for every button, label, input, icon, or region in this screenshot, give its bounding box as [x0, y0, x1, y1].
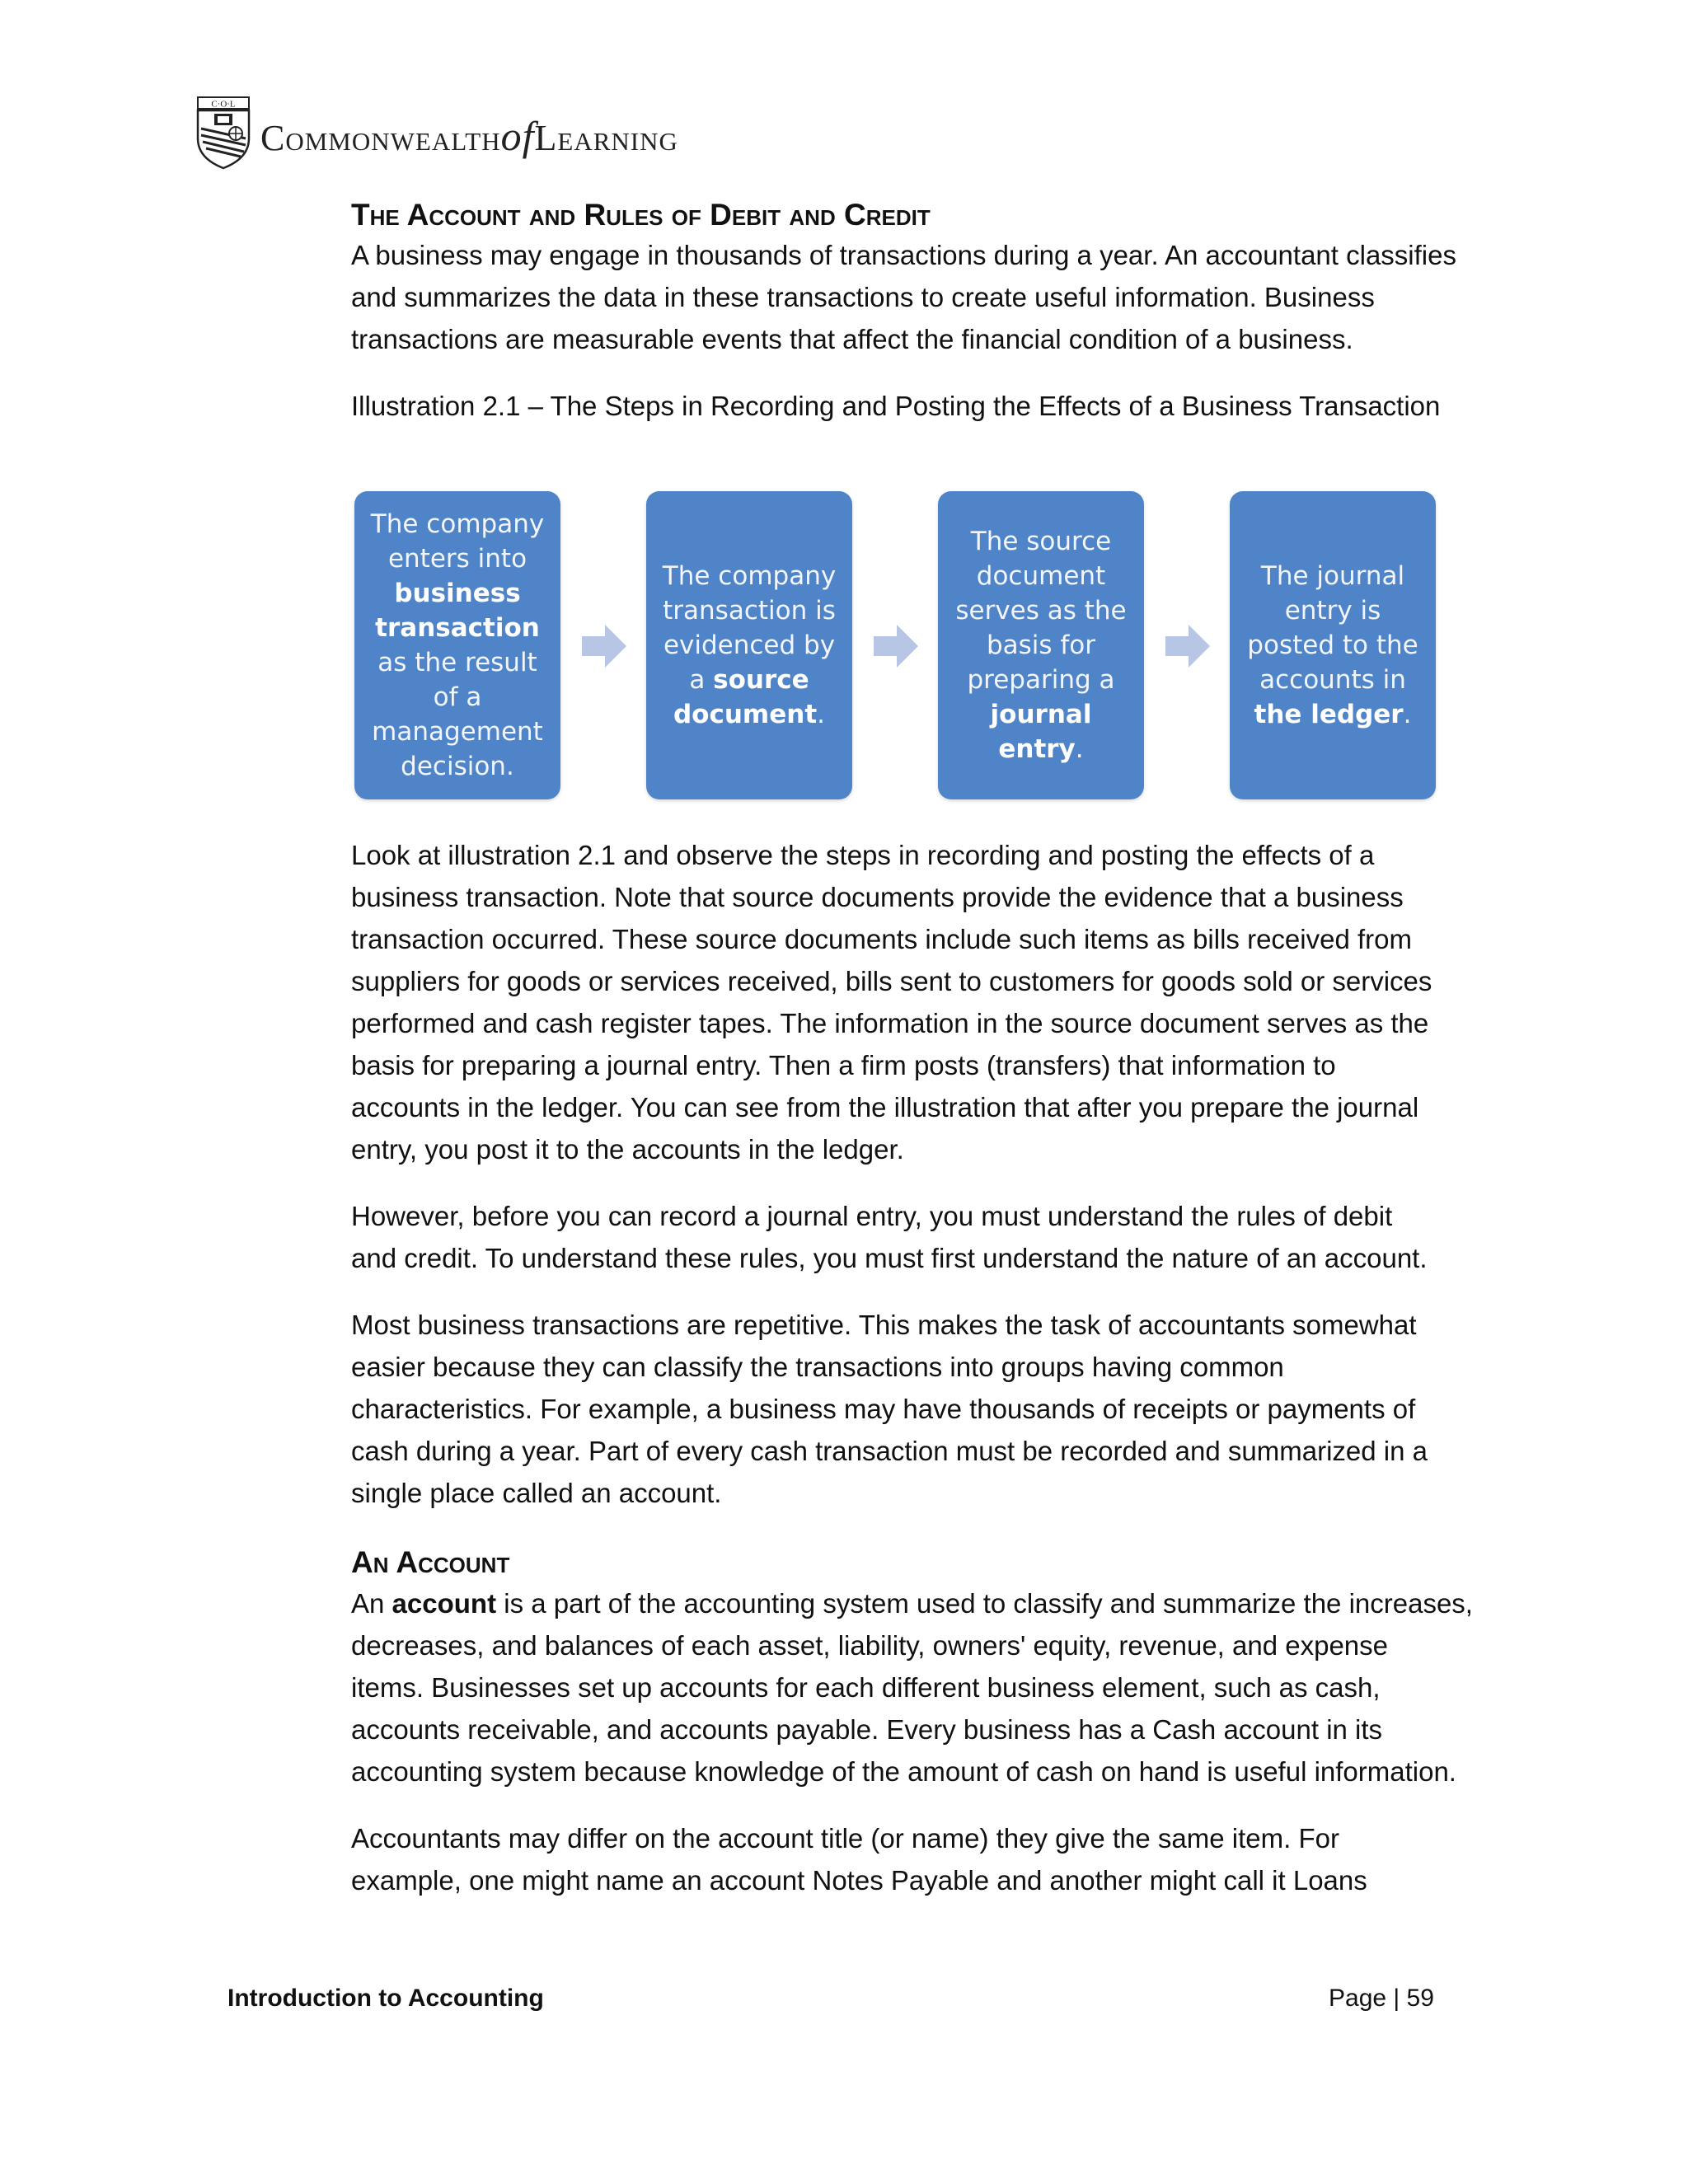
- text-line: accounting system because knowledge of the amount of cash on hand is useful information.: [351, 1755, 1456, 1787]
- paragraph-observe-steps: [351, 834, 1505, 1170]
- text-line: performed and cash register tapes. The information in the source document serves as the: [351, 1008, 1429, 1039]
- footer-book-title: Introduction to Accounting: [227, 1985, 544, 2012]
- step-box-business-transaction: [354, 491, 560, 799]
- step-box-ledger: [1230, 491, 1436, 799]
- crest-icon: [195, 96, 252, 170]
- text-line: A business may engage in thousands of transactions during a year. An accountant classifies: [351, 240, 1456, 271]
- step-box-source-document: [646, 491, 852, 799]
- section-heading-an-account: An Account: [351, 1545, 510, 1580]
- arrow-right-icon: [1165, 623, 1210, 669]
- paragraph-rules: [351, 1195, 1505, 1279]
- text-line: transaction occurred. These source documents include such items as bills received from: [351, 924, 1412, 955]
- text-line: business transaction. Note that source documents provide the evidence that a business: [351, 882, 1404, 913]
- paragraph-account-title: [351, 1817, 1505, 1901]
- crest-letters: C·O·L: [211, 99, 236, 110]
- text-line: example, one might name an account Notes Payable and another might call it Loans: [351, 1864, 1367, 1896]
- text-line: accounts in the ledger. You can see from the illustration that after you prepare the journal: [351, 1092, 1419, 1123]
- text-line: accounts receivable, and accounts payable. Every business has a Cash account in its: [351, 1713, 1383, 1745]
- text-line: easier because they can classify the transactions into groups having common: [351, 1352, 1284, 1383]
- text-line: suppliers for goods or services received, bills sent to customers for goods sold or services: [351, 966, 1432, 997]
- step-text: The journal entry is posted to the accounts in the ledger.: [1247, 561, 1418, 729]
- text-line: entry, you post it to the accounts in the ledger.: [351, 1134, 904, 1165]
- step-box-journal-entry: [938, 491, 1144, 799]
- arrow-right-icon: [874, 623, 918, 669]
- text-line: and credit. To understand these rules, you must first understand the nature of an account.: [351, 1243, 1428, 1274]
- text-line: single place called an account.: [351, 1478, 722, 1509]
- section-heading-account-rules: The Account and Rules of Debit and Credit: [351, 198, 931, 232]
- term-account: account: [392, 1587, 497, 1619]
- text-line: items. Businesses set up accounts for each different business element, such as cash,: [351, 1671, 1381, 1703]
- publisher-name: CommonwealthofLearning: [260, 113, 678, 159]
- step-text: The company transaction is evidenced by a source document.: [662, 561, 837, 729]
- footer-page-number: Page | 59: [1329, 1985, 1434, 2012]
- text-line: characteristics. For example, a business may have thousands of receipts or payments of: [351, 1394, 1416, 1425]
- text-line: transactions are measurable events that affect the financial condition of a business.: [351, 324, 1353, 355]
- text-line: decreases, and balances of each asset, liability, owners' equity, revenue, and expense: [351, 1629, 1389, 1661]
- step-text: The company enters into business transaction as the result of a management decision.: [370, 509, 545, 781]
- paragraph-account-definition: [351, 1582, 1505, 1793]
- arrow-right-icon: [582, 623, 626, 669]
- text-line: cash during a year. Part of every cash transaction must be recorded and summarized in a: [351, 1436, 1428, 1467]
- text-line: basis for preparing a journal entry. Then a firm posts (transfers) that information to: [351, 1050, 1336, 1081]
- paragraph-repetitive: [351, 1304, 1505, 1514]
- text-line: Accountants may differ on the account title (or name) they give the same item. For: [351, 1822, 1339, 1854]
- text-line: Most business transactions are repetitive. This makes the task of accountants somewhat: [351, 1310, 1417, 1341]
- page-content: [351, 196, 1505, 1901]
- text-line: However, before you can record a journal entry, you must understand the rules of debit: [351, 1201, 1393, 1232]
- illustration-caption: Illustration 2.1 – The Steps in Recording and Posting the Effects of a Business Transaction: [351, 391, 1441, 422]
- process-diagram: [354, 491, 1434, 803]
- text-line: An account is a part of the accounting system used to classify and summarize the increases,: [351, 1587, 1473, 1619]
- text-line: Look at illustration 2.1 and observe the steps in recording and posting the effects of a: [351, 840, 1375, 871]
- text-line: and summarizes the data in these transactions to create useful information. Business: [351, 282, 1375, 313]
- intro-paragraph: [351, 234, 1505, 360]
- step-text: The source document serves as the basis for preparing a journal entry.: [955, 527, 1127, 764]
- publisher-logo: [195, 96, 678, 170]
